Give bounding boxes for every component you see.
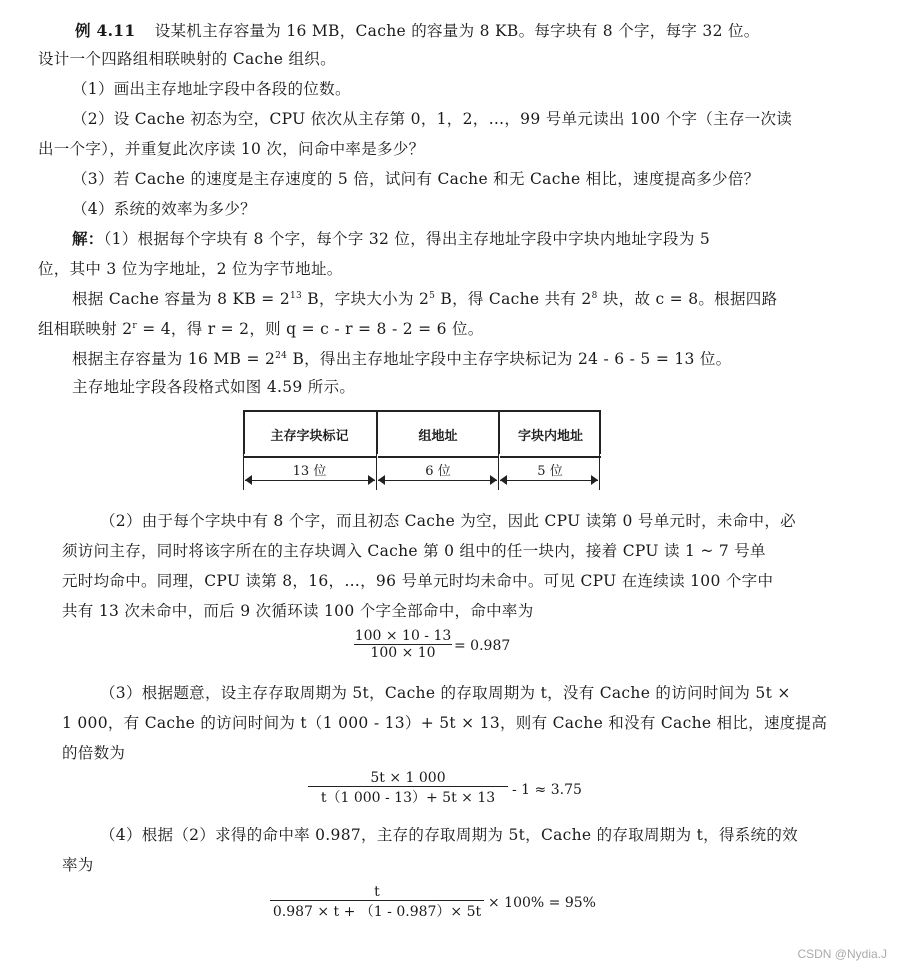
- solution-1-line-5: 根据主存容量为 16 MB = $2^{24}$ B，得出主存地址字段中主存字块标记为 24 - 6 - 5 = 13 位。: [72, 350, 732, 368]
- solution-1-line-6: 主存地址字段各段格式如图 4.59 所示。: [72, 378, 356, 396]
- solution-1-line-2: 位，其中 3 位为字地址，2 位为字节地址。: [38, 260, 343, 278]
- formula-1-numerator: 100 × 10 - 13: [354, 628, 452, 644]
- formula-hit-rate: [354, 628, 452, 661]
- formula-2-result: - 1 ≈ 3.75: [512, 782, 582, 798]
- bits-tag: 13 位: [292, 464, 327, 479]
- problem-statement-2: 设计一个四路组相联映射的 Cache 组织。: [38, 50, 336, 68]
- arrow-word: [500, 480, 598, 481]
- solution-1-line-3: 根据 Cache 容量为 8 KB = $2^{13}$ B，字块大小为 $2^5$ B，得 Cache 共有 $2^8$ 块，故 c = 8。根据四路: [72, 290, 778, 308]
- arrow-tag: [245, 480, 375, 481]
- bits-group: 6 位: [425, 464, 451, 479]
- formula-1-denominator: 100 × 10: [370, 645, 436, 661]
- formula-3-denominator: 0.987 × t + （1 - 0.987）× 5t: [272, 904, 482, 920]
- table-header-tag: 主存字块标记: [243, 410, 376, 458]
- table-border-right: [599, 410, 601, 454]
- problem-statement-1: 设某机主存容量为 16 MB，Cache 的容量为 8 KB。每字块有 8 个字，每字 32 位。: [154, 22, 760, 40]
- solution-1-line-4: 组相联映射 $2^r = 4$，得 r = 2，则 q = c - r = 8 - 2 = 6 位。: [38, 320, 484, 338]
- solution-3-line-3: 的倍数为: [62, 744, 126, 762]
- watermark: CSDN @Nydia.J: [797, 947, 887, 961]
- formula-2-denominator: t（1 000 - 13）+ 5t × 13: [320, 790, 496, 806]
- question-1: （1）画出主存地址字段中各段的位数。: [72, 80, 351, 98]
- solution-4-line-1: （4）根据（2）求得的命中率 0.987，主存的存取周期为 5t，Cache 的存取周期为 t，得系统的效: [100, 826, 798, 844]
- solution-2-line-1: （2）由于每个字块中有 8 个字，而且初态 Cache 为空，因此 CPU 读第 0 号单元时，未命中，必: [100, 512, 796, 530]
- bits-word: 5 位: [537, 464, 563, 479]
- formula-2-numerator: 5t × 1 000: [370, 770, 446, 786]
- solution-3-line-1: （3）根据题意，设主存存取周期为 5t，Cache 的存取周期为 t，没有 Cache 的访问时间为 5t ×: [100, 684, 791, 702]
- question-4: （4）系统的效率为多少？: [72, 200, 256, 218]
- solution-2-line-2: 须访问主存，同时将该字所在的主存块调入 Cache 第 0 组中的任一块内，接着 CPU 读 1 ~ 7 号单: [62, 542, 766, 560]
- example-label: 例 4.11: [75, 21, 136, 40]
- formula-speedup: [308, 770, 508, 807]
- problem-title-line: [75, 20, 760, 42]
- question-3: （3）若 Cache 的速度是主存速度的 5 倍，试问有 Cache 和无 Cache 相比，速度提高多少倍？: [72, 170, 760, 188]
- solution-label: 解：: [72, 229, 104, 248]
- formula-efficiency: [270, 884, 484, 921]
- table-header-word: 字块内地址: [500, 410, 601, 458]
- solution-4-line-2: 率为: [62, 856, 94, 874]
- solution-2-line-4: 共有 13 次未命中，而后 9 次循环读 100 个字全部命中，命中率为: [62, 602, 534, 620]
- solution-2-line-3: 元时均命中。同理，CPU 读第 8，16，…，96 号单元时均未命中。可见 CPU 在连续读 100 个字中: [62, 572, 774, 590]
- formula-3-result: × 100% = 95%: [488, 895, 596, 911]
- arrow-group: [378, 480, 497, 481]
- solution-1-line-1: 解：（1）根据每个字块有 8 个字，每个字 32 位，得出主存地址字段中字块内地址字段为 5: [72, 229, 711, 248]
- table-header-group: 组地址: [378, 410, 498, 458]
- question-2-line-1: （2）设 Cache 初态为空，CPU 依次从主存第 0，1，2，…，99 号单元读出 100 个字（主存一次读: [72, 110, 793, 128]
- solution-3-line-2: 1 000，有 Cache 的访问时间为 t（1 000 - 13）+ 5t × 13，则有 Cache 和没有 Cache 相比，速度提高: [62, 714, 828, 732]
- formula-1-result: = 0.987: [454, 638, 511, 654]
- question-2-line-2: 出一个字），并重复此次序读 10 次，问命中率是多少？: [38, 140, 425, 158]
- formula-3-numerator: t: [374, 884, 380, 900]
